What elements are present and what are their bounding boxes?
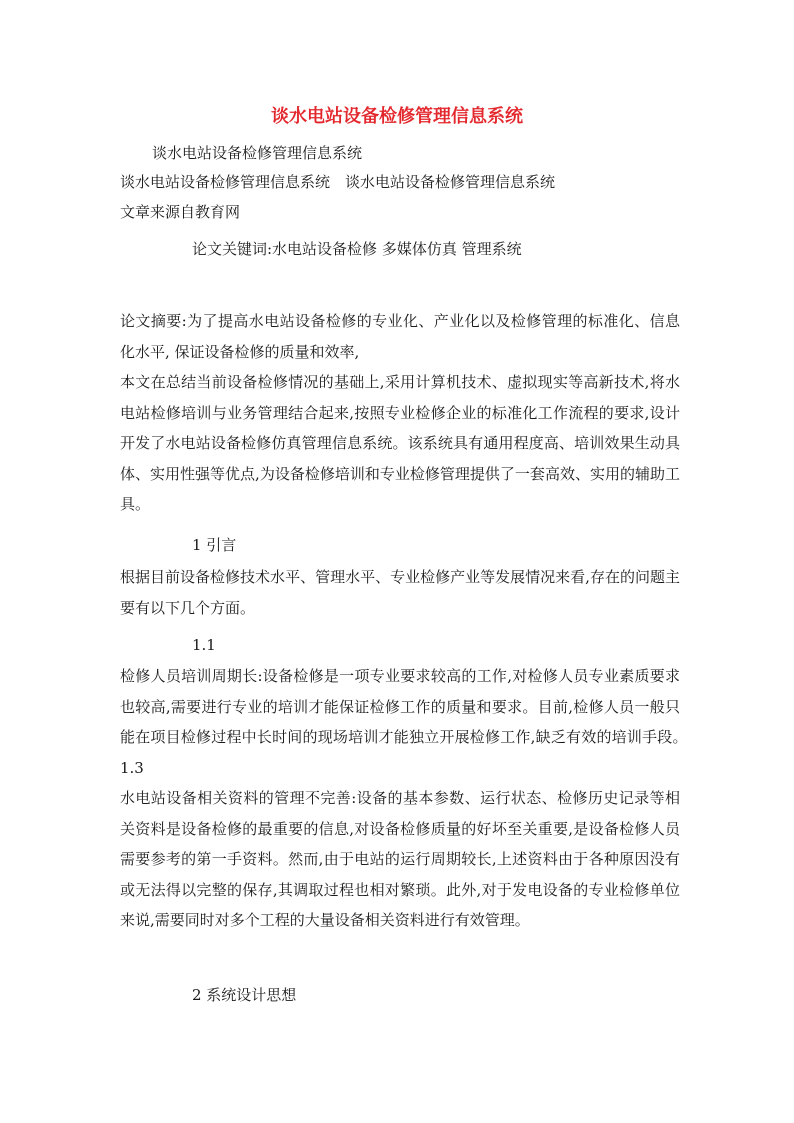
document-title: 谈水电站设备检修管理信息系统	[271, 106, 523, 127]
repeat-title-line: 谈水电站设备检修管理信息系统 谈水电站设备检修管理信息系统	[120, 173, 556, 191]
abstract-paragraph-1: 论文摘要:为了提高水电站设备检修的专业化、产业化以及检修管理的标准化、信息化水平, 保证设备检修的质量和效率,	[120, 312, 680, 361]
paragraph-1-1: 检修人员培训周期长:设备检修是一项专业要求较高的工作,对检修人员专业素质要求也较高,需要进行专业的培训才能保证检修工作的质量和要求。目前,检修人员一般只能在项目检修过程中长时间的现场培训才能独立开展检修工作,缺乏有效的培训手段。 1.3	[120, 667, 711, 777]
abstract-paragraph-2: 本文在总结当前设备检修情况的基础上,采用计算机技术、虚拟现实等高新技术,将水电站检修培训与业务管理结合起来,按照专业检修企业的标准化工作流程的要求,设计开发了水电站设备检修仿真管理信息系统。该系统具有通用程度高、培训效果生动具体、实用性强等优点,为设备检修培训和专业检修管理提供了一套高效、实用的辅助工具。	[120, 373, 680, 513]
section-heading-1-1: 1.1	[192, 636, 216, 654]
intro-paragraph: 根据目前设备检修技术水平、管理水平、专业检修产业等发展情况来看,存在的问题主要有以下几个方面。	[120, 568, 680, 617]
subtitle-line: 谈水电站设备检修管理信息系统	[152, 144, 363, 162]
keywords-line: 论文关键词:水电站设备检修 多媒体仿真 管理系统	[192, 240, 522, 258]
section-heading-2: 2 系统设计思想	[192, 986, 297, 1004]
paragraph-1-3: 水电站设备相关资料的管理不完善:设备的基本参数、运行状态、检修历史记录等相关资料是设备检修的最重要的信息,对设备检修质量的好坏至关重要,是设备检修人员需要参考的第一手资料。然而,由于电站的运行周期较长,上述资料由于各种原因没有或无法得以完整的保存,其调取过程也相对繁琐。此外,对于发电设备的专业检修单位来说,需要同时对多个工程的大量设备相关资料进行有效管理。	[120, 789, 680, 929]
section-heading-introduction: 1 引言	[192, 536, 237, 554]
source-line: 文章来源自教育网	[120, 203, 241, 221]
